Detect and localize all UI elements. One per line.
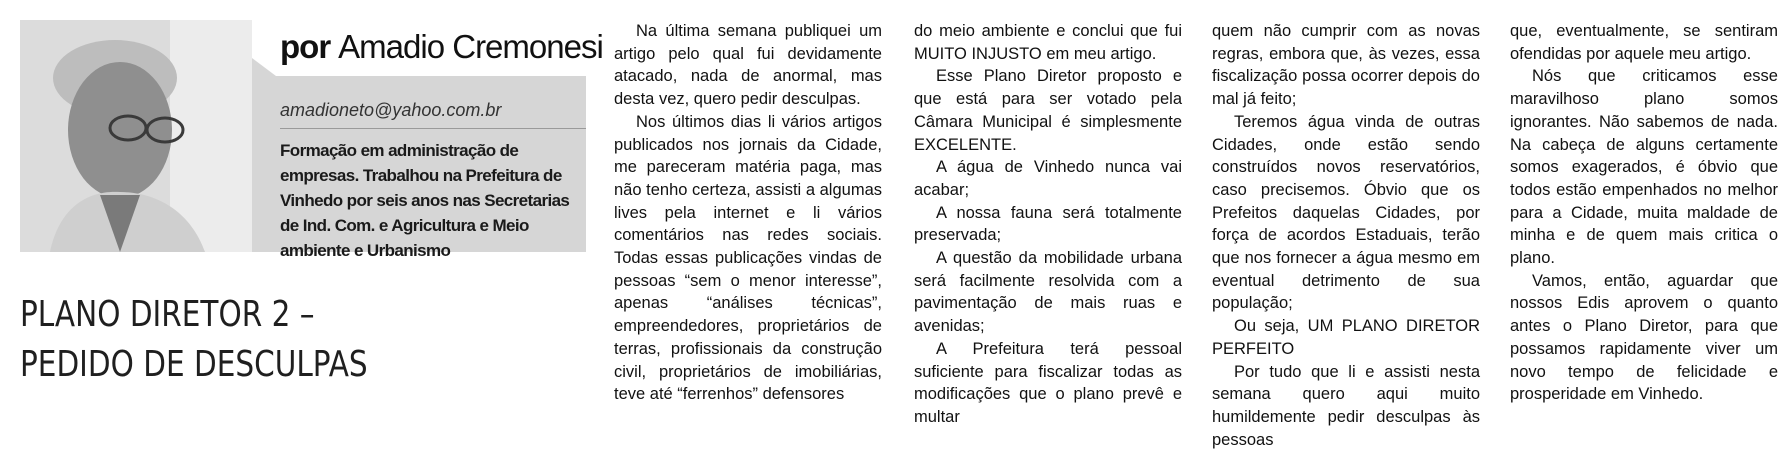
article-column-2 — [914, 20, 1182, 429]
author-block — [20, 20, 603, 260]
article-column-1 — [614, 20, 882, 406]
paragraph: A água de Vinhedo nunca vai acabar; — [914, 158, 1182, 199]
byline-prefix: por — [280, 28, 331, 65]
article-column-4 — [1510, 20, 1778, 406]
paragraph: A Prefeitura terá pessoal suficiente para fiscalizar todas as modificações que o plano prevê e multar — [914, 339, 1182, 426]
article-headline — [20, 290, 479, 390]
author-photo — [20, 20, 252, 252]
author-info-panel — [252, 20, 603, 260]
paragraph: do meio ambiente e conclui que fui MUITO INJUSTO em meu artigo. — [914, 22, 1182, 63]
author-name: Amadio Cremonesi — [338, 28, 603, 65]
paragraph: Ou seja, UM PLANO DIRETOR PERFEITO — [1212, 317, 1480, 358]
paragraph: Na última semana publiquei um artigo pelo qual fui devidamente atacado, nada de anormal, mas desta vez, quero pedir desculpas. — [614, 22, 882, 109]
author-bio-box — [252, 76, 586, 260]
paragraph: Esse Plano Diretor proposto e que está para ser votado pela Câmara Municipal é simplesmente EXCELENTE. — [914, 67, 1182, 154]
paragraph: Nos últimos dias li vários artigos publicados nos jornais da Cidade, me pareceram matéria paga, mas não tenho certeza, assisti a algumas lives pela internet e li vários comentários nas redes sociais. Todas essas publicações vindas de pessoas “sem o menor interesse”, apenas “análises técnicas”, empreendedores, proprietários de terras, profissionais da construção civil, proprietários de imobiliárias, teve até “ferrenhos” defensores — [614, 112, 882, 404]
paragraph: A questão da mobilidade urbana será facilmente resolvida com a pavimentação de mais ruas e avenidas; — [914, 249, 1182, 336]
author-byline — [280, 28, 603, 66]
article-column-3 — [1212, 20, 1480, 451]
headline-line-2: PEDIDO DE DESCULPAS — [20, 344, 368, 385]
paragraph: Nós que criticamos esse maravilhoso plano somos ignorantes. Não sabemos de nada. Na cabeça de alguns certamente somos exagerados, é óbvio que todos estão empenhados no melhor para a Cidade, muita maldade de minha e de quem mais critica o plano. — [1510, 67, 1778, 268]
paragraph: quem não cumprir com as novas regras, embora que, às vezes, essa fiscalização possa ocorrer depois do mal já feito; — [1212, 22, 1480, 109]
paragraph: que, eventualmente, se sentiram ofendidas por aquele meu artigo. — [1510, 22, 1778, 63]
author-bio: Formação em administração de empresas. Trabalhou na Prefeitura de Vinhedo por seis anos nas Secretarias de Ind. Com. e Agricultura e Meio ambiente e Urbanismo — [280, 141, 570, 260]
headline-line-1: PLANO DIRETOR 2 – — [20, 294, 315, 335]
author-email: amadioneto@yahoo.com.br — [280, 100, 502, 120]
paragraph: A nossa fauna será totalmente preservada; — [914, 203, 1182, 245]
paragraph: Teremos água vinda de outras Cidades, onde estão sendo construídos novos reservatórios, caso precisemos. Óbvio que os Prefeitos daquelas Cidades, por força de acordos Estaduais, terão que nos fornecer a água mesmo em eventual detrimento de sua população; — [1212, 112, 1480, 313]
divider — [280, 128, 586, 129]
panel-notch — [252, 58, 276, 76]
paragraph: Por tudo que li e assisti nesta semana quero aqui muito humildemente pedir desculpas às pessoas — [1212, 362, 1480, 449]
paragraph: Vamos, então, aguardar que nossos Edis aprovem o quanto antes o Plano Diretor, para que possamos rapidamente viver um novo tempo de felicidade e prosperidade em Vinhedo. — [1510, 271, 1778, 404]
